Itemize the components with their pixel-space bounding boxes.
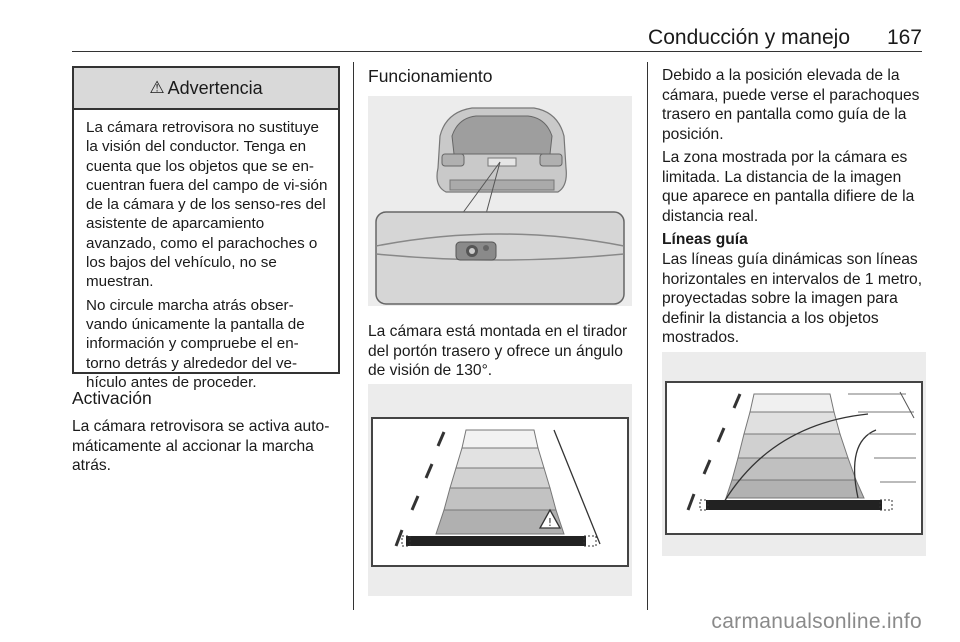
camera-location-illustration (368, 96, 632, 306)
right-paragraph-1: Debido a la posición elevada de la cámara, puede verse el parachoques trasero en pantalla como guía de la posición. (662, 67, 920, 143)
guide-lines-text: Las líneas guía dinámicas son líneas horizontales en intervalos de 1 metro, proyectadas sobre la imagen para definir la distancia a los objetos mostrados. (662, 251, 923, 347)
funcionamiento-caption: La cámara está montada en el tirador del portón trasero y ofrece un ángulo de visión de 130°. (368, 323, 628, 380)
right-paragraph-2: La zona mostrada por la cámara es limitada. La distancia de la imagen que aparece en pantalla difiere de la distancia real. (662, 149, 915, 225)
warning-header (74, 68, 338, 110)
camera-display-illustration (368, 384, 632, 596)
warning-box (72, 66, 340, 391)
column-divider-right (647, 62, 648, 610)
header-rule (72, 51, 922, 52)
warning-body (74, 110, 338, 392)
watermark-text: carmanualsonline.info (711, 610, 922, 633)
section-heading-funcionamiento: Funcionamiento (368, 66, 493, 86)
section-heading-activacion: Activación (72, 388, 152, 408)
guide-lines-heading: Líneas guía (662, 231, 748, 248)
page-header-title: Conducción y manejo (648, 26, 850, 49)
warning-paragraph-1: La cámara retrovisora no sustituye la visión del conductor. Tenga en cuenta que los objetos que se en-cuentran fuera del campo de vi-sión de la cámara y de los senso-res del asistente de aparcamiento avanzado, como el parachoches o los bajos del vehículo, no se muestran. (86, 119, 328, 291)
activacion-text: La cámara retrovisora se activa auto-máticamente al accionar la marcha atrás. (72, 418, 330, 475)
warning-icon: ⚠ (149, 78, 165, 97)
page-number: 167 (886, 26, 922, 49)
svg-text:!: ! (547, 516, 553, 529)
warning-title: Advertencia (167, 77, 263, 98)
warning-paragraph-2: No circule marcha atrás obser-vando únicamente la pantalla de información y compruebe el en-torno detrás y alrededor del ve-hículo antes de proceder. (86, 296, 305, 391)
guide-lines-display-illustration (662, 352, 926, 556)
column-divider-left (353, 62, 354, 610)
